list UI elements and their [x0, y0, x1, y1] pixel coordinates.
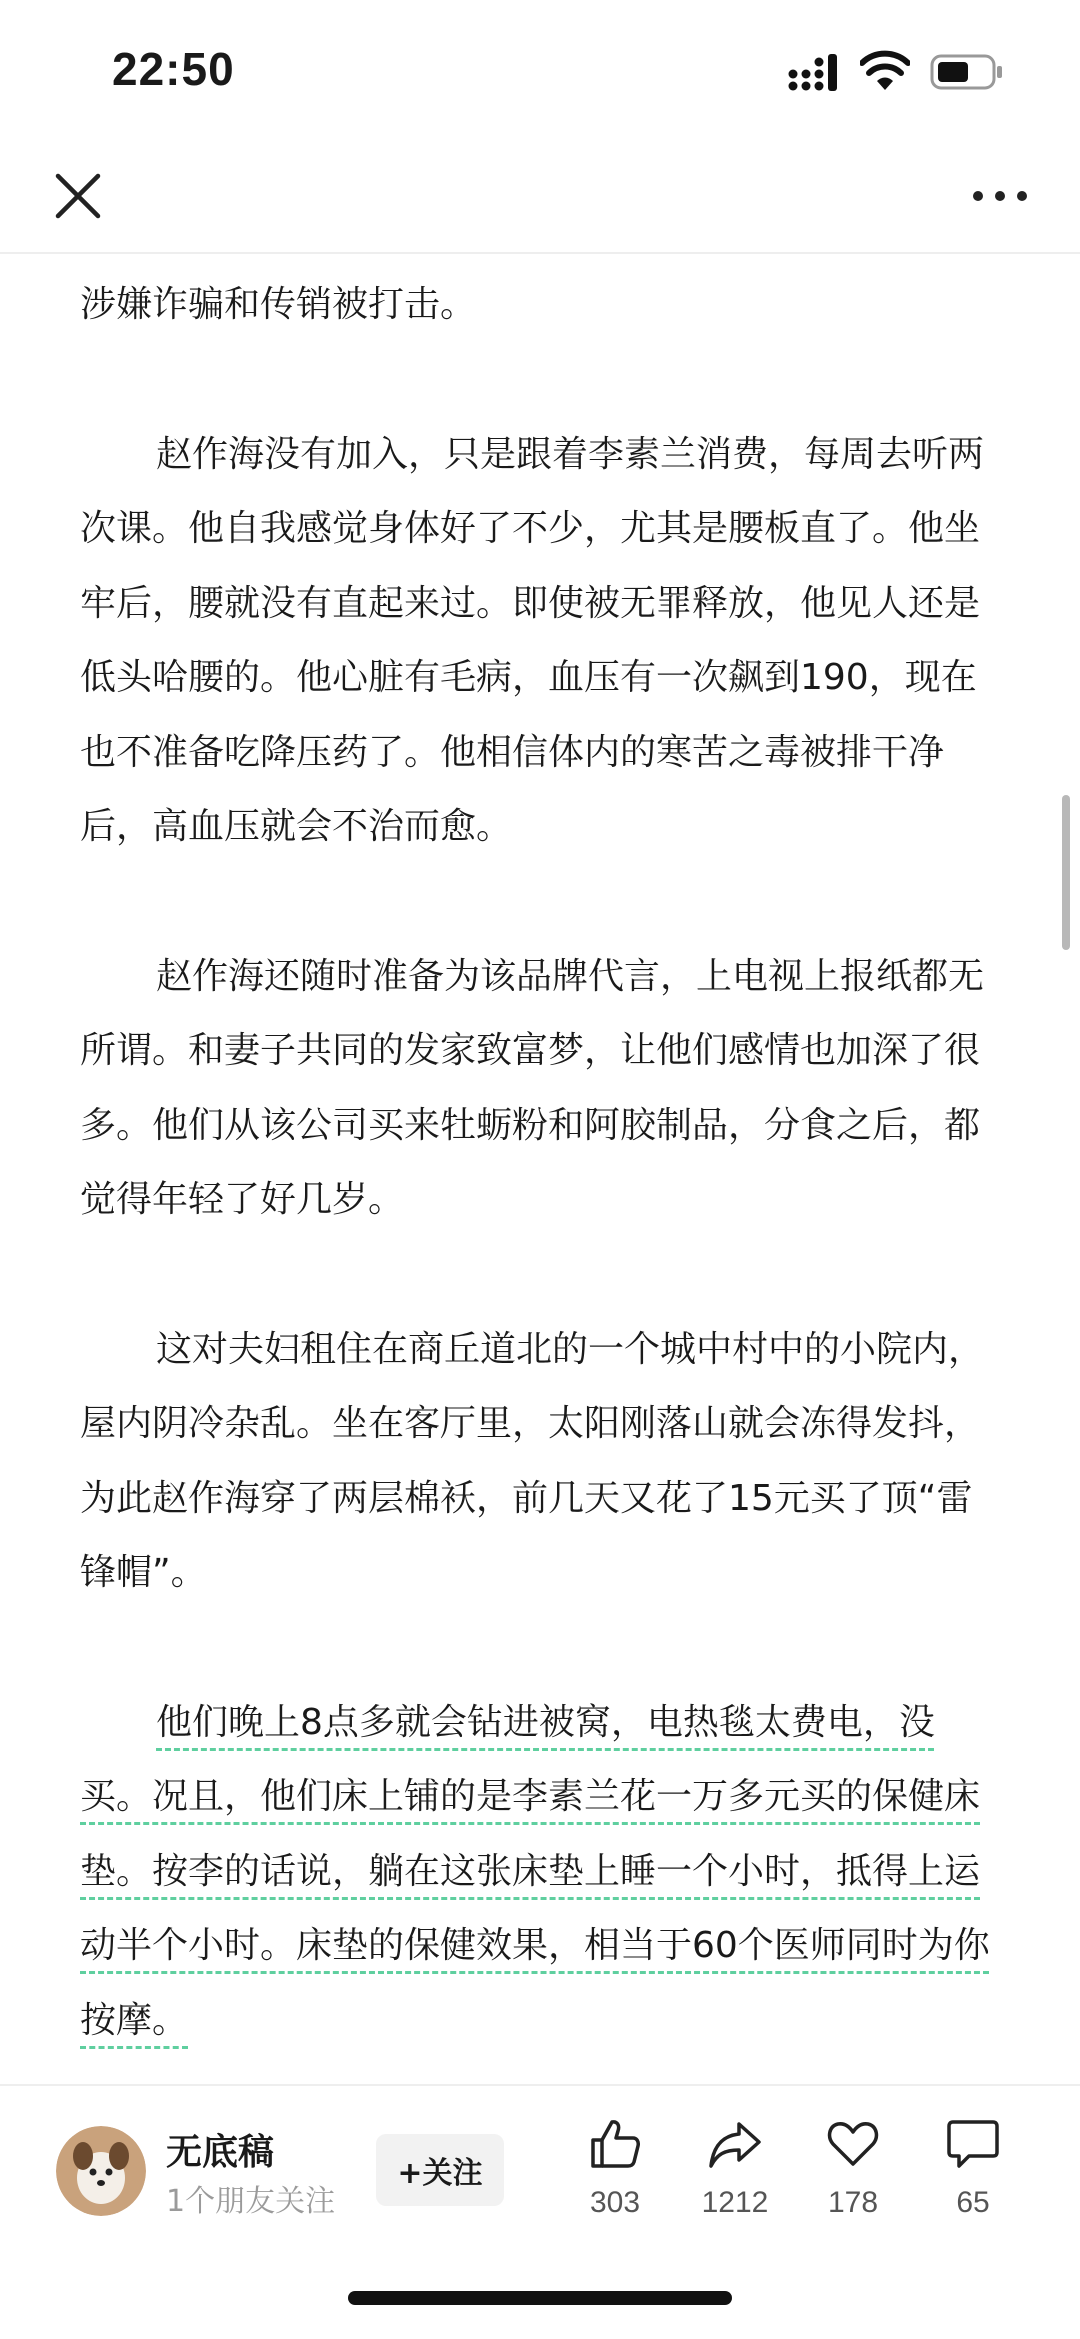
- scrollbar[interactable]: [1062, 795, 1070, 950]
- follow-button[interactable]: +关注: [376, 2134, 504, 2206]
- author-avatar[interactable]: [56, 2126, 146, 2216]
- comment-button[interactable]: [918, 2116, 1028, 2246]
- favorite-count: 178: [827, 2186, 879, 2219]
- comment-bubble-icon: [945, 2116, 1001, 2172]
- article-paragraph: 赵作海还随时准备为该品牌代言，上电视上报纸都无所谓。和妻子共同的发家致富梦，让他们感情也加深了很多。他们从该公司买来牡蛎粉和阿胶制品，分食之后，都觉得年轻了好几岁。: [80, 955, 985, 1220]
- follower-count: 1个朋友关注: [166, 2184, 336, 2219]
- share-button[interactable]: [680, 2116, 790, 2246]
- close-icon[interactable]: [50, 168, 106, 224]
- wifi-icon: [860, 50, 910, 92]
- battery-icon: [930, 54, 1004, 90]
- highlighted-text[interactable]: 他们晚上8点多就会钻进被窝，电热毯太费电，没买。况且，他们床上铺的是李素兰花一万多元买的保健床垫。按李的话说，躺在这张床垫上睡一个小时，抵得上运动半个小时。床垫的保健效果，相当于60个医师同时为你按摩。: [80, 1701, 990, 2041]
- like-count: 303: [589, 2186, 641, 2219]
- favorite-button[interactable]: [798, 2116, 908, 2246]
- share-arrow-icon: [707, 2116, 763, 2172]
- article-paragraph: 赵作海没有加入，只是跟着李素兰消费，每周去听两次课。他自我感觉身体好了不少，尤其是腰板直了。他坐牢后，腰就没有直起来过。即使被无罪释放，他见人还是低头哈腰的。他心脏有毛病，血压有一次飙到190，现在也不准备吃降压药了。他相信体内的寒苦之毒被排干净后，高血压就会不治而愈。: [80, 433, 985, 847]
- author-name[interactable]: 无底稿: [166, 2132, 275, 2173]
- comment-count: 65: [956, 2186, 990, 2219]
- thumbs-up-icon: [587, 2116, 643, 2172]
- status-time: 22:50: [112, 43, 235, 95]
- more-options-icon[interactable]: [970, 176, 1030, 216]
- article-paragraph: 这对夫妇租住在商丘道北的一个城中村中的小院内，屋内阴冷杂乱。坐在客厅里，太阳刚落山就会冻得发抖，为此赵作海穿了两层棉袄，前几天又花了15元买了顶“雷锋帽”。: [80, 1328, 985, 1593]
- share-count: 1212: [701, 2186, 769, 2219]
- article-body: [80, 252, 1000, 2082]
- highlighted-paragraph[interactable]: [80, 1686, 1000, 2059]
- heart-icon: [825, 2116, 881, 2172]
- status-bar: [0, 0, 1080, 140]
- article-paragraph: 涉嫌诈骗和传销被打击。: [80, 284, 477, 325]
- cellular-signal-icon: [788, 52, 844, 92]
- like-button[interactable]: [560, 2116, 670, 2246]
- home-indicator[interactable]: [348, 2291, 732, 2305]
- nav-bar: [0, 140, 1080, 254]
